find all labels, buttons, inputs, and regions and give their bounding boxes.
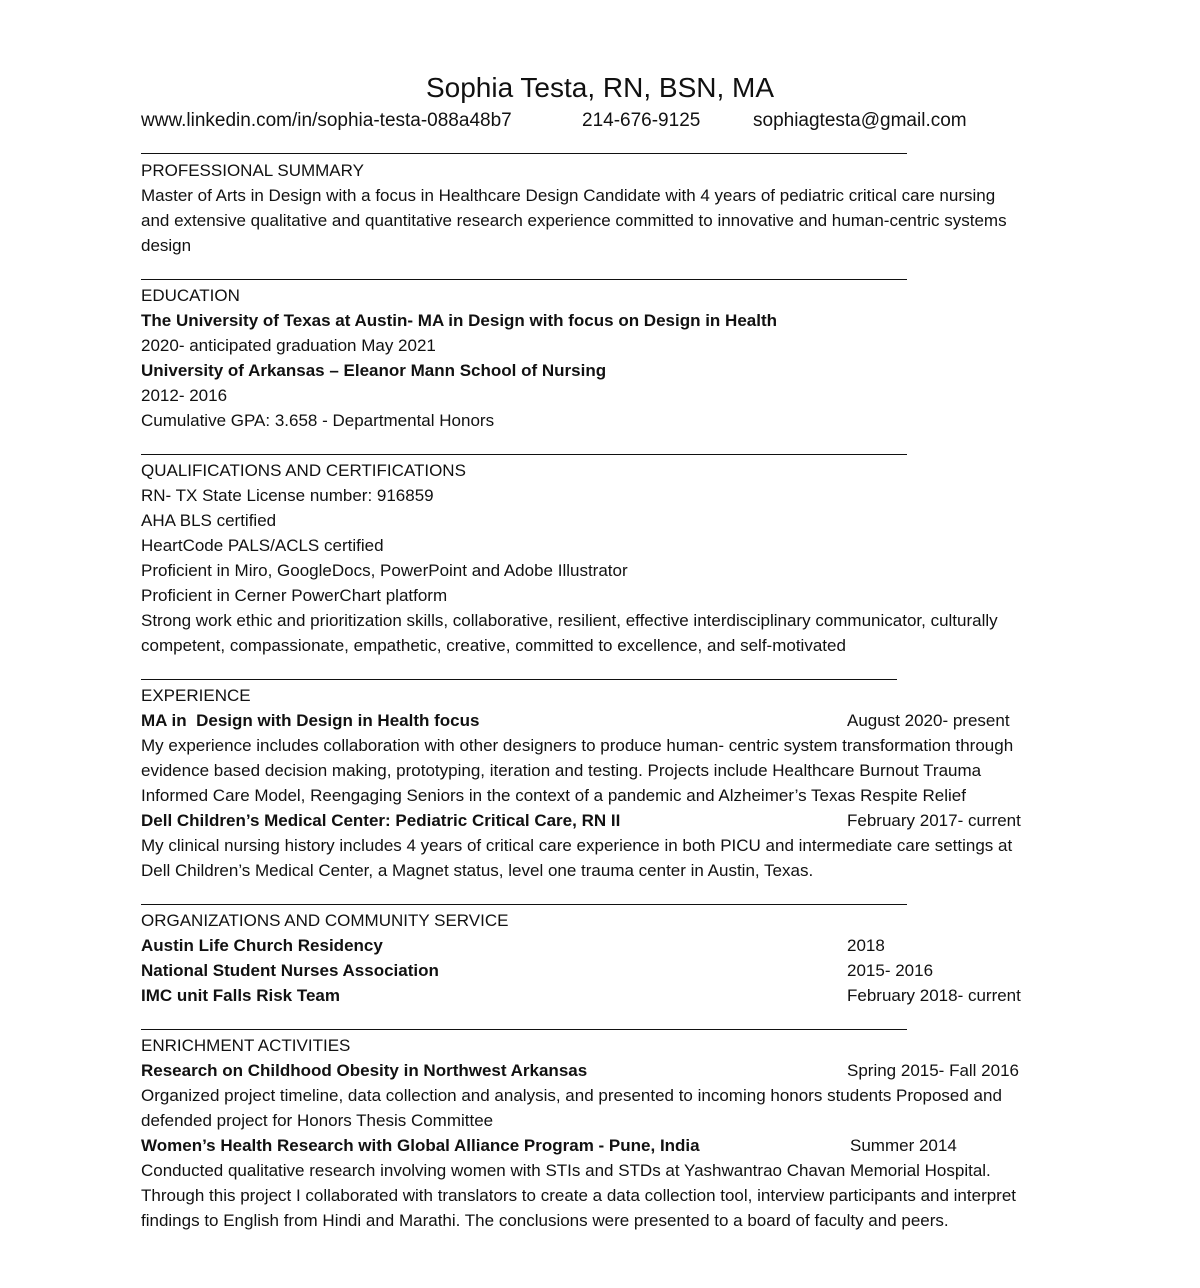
- section-heading-enrichment: ENRICHMENT ACTIVITIES: [141, 1036, 351, 1055]
- experience-date: August 2020- present: [847, 711, 1010, 730]
- education-school-uark: University of Arkansas – Eleanor Mann School of Nursing: [141, 361, 607, 380]
- section-divider: [141, 1029, 907, 1030]
- section-divider: [141, 454, 907, 455]
- qualification-item: HeartCode PALS/ACLS certified: [141, 536, 384, 555]
- activity-date: Spring 2015- Fall 2016: [847, 1061, 1020, 1080]
- summary-line: design: [141, 236, 192, 255]
- activity-description-line: defended project for Honors Thesis Committee: [141, 1111, 494, 1130]
- experience-title: Dell Children’s Medical Center: Pediatric Critical Care, RN II: [141, 811, 621, 830]
- qualification-item: Strong work ethic and prioritization skills, collaborative, resilient, effective interdisciplinary communicator, culturally: [141, 611, 998, 630]
- summary-line: Master of Arts in Design with a focus in Healthcare Design Candidate with 4 years of pediatric critical care nursing: [141, 186, 996, 205]
- experience-description-line: Informed Care Model, Reengaging Seniors in the context of a pandemic and Alzheimer’s Texas Respite Relief: [141, 786, 966, 805]
- experience-description-line: Dell Children’s Medical Center, a Magnet status, level one trauma center in Austin, Texas.: [141, 861, 814, 880]
- education-gpa: Cumulative GPA: 3.658 - Departmental Honors: [141, 411, 495, 430]
- experience-date: February 2017- current: [847, 811, 1021, 830]
- activity-title: Research on Childhood Obesity in Northwest Arkansas: [141, 1061, 588, 1080]
- organization-date: February 2018- current: [847, 986, 1021, 1005]
- activity-date: Summer 2014: [850, 1136, 957, 1155]
- activity-description-line: Conducted qualitative research involving women with STIs and STDs at Yashwantrao Chavan Memorial Hospital.: [141, 1161, 991, 1180]
- organization-date: 2018: [847, 936, 885, 955]
- organization-name: National Student Nurses Association: [141, 961, 439, 980]
- experience-title: MA in Design with Design in Health focus: [141, 711, 480, 730]
- activity-description-line: Organized project timeline, data collection and analysis, and presented to incoming honors students Proposed and: [141, 1086, 1002, 1105]
- experience-description-line: My clinical nursing history includes 4 years of critical care experience in both PICU and intermediate care settings at: [141, 836, 1013, 855]
- qualification-item: RN- TX State License number: 916859: [141, 486, 434, 505]
- experience-description-line: evidence based decision making, prototyping, iteration and testing. Projects include Healthcare Burnout Trauma: [141, 761, 982, 780]
- section-divider: [141, 153, 907, 154]
- organization-date: 2015- 2016: [847, 961, 934, 980]
- activity-title: Women’s Health Research with Global Alliance Program - Pune, India: [141, 1136, 700, 1155]
- section-heading-experience: EXPERIENCE: [141, 686, 251, 705]
- activity-description-line: findings to English from Hindi and Marathi. The conclusions were presented to a board of faculty and peers.: [141, 1211, 949, 1230]
- qualification-item: competent, compassionate, empathetic, creative, committed to excellence, and self-motivated: [141, 636, 846, 655]
- activity-description-line: Through this project I collaborated with translators to create a data collection tool, interview participants and interpret: [141, 1186, 1017, 1205]
- section-heading-education: EDUCATION: [141, 286, 240, 305]
- education-school-ut: The University of Texas at Austin- MA in Design with focus on Design in Health: [141, 311, 777, 330]
- qualification-item: Proficient in Miro, GoogleDocs, PowerPoint and Adobe Illustrator: [141, 561, 628, 580]
- qualification-item: Proficient in Cerner PowerChart platform: [141, 586, 448, 605]
- section-heading-summary: PROFESSIONAL SUMMARY: [141, 161, 364, 180]
- experience-description-line: My experience includes collaboration with other designers to produce human- centric system transformation through: [141, 736, 1014, 755]
- qualification-item: AHA BLS certified: [141, 511, 277, 530]
- section-divider: [141, 904, 907, 905]
- section-divider: [141, 679, 897, 680]
- email-address[interactable]: sophiagtesta@gmail.com: [753, 110, 967, 131]
- section-heading-qualifications: QUALIFICATIONS AND CERTIFICATIONS: [141, 461, 466, 480]
- phone-number: 214-676-9125: [582, 110, 701, 131]
- section-heading-organizations: ORGANIZATIONS AND COMMUNITY SERVICE: [141, 911, 509, 930]
- linkedin-url[interactable]: www.linkedin.com/in/sophia-testa-088a48b7: [141, 110, 512, 131]
- education-dates-uark: 2012- 2016: [141, 386, 228, 405]
- education-dates-ut: 2020- anticipated graduation May 2021: [141, 336, 436, 355]
- organization-name: Austin Life Church Residency: [141, 936, 383, 955]
- organization-name: IMC unit Falls Risk Team: [141, 986, 341, 1005]
- applicant-name: Sophia Testa, RN, BSN, MA: [425, 72, 775, 103]
- summary-line: and extensive qualitative and quantitative research experience committed to innovative and human-centric systems: [141, 211, 1007, 230]
- section-divider: [141, 279, 907, 280]
